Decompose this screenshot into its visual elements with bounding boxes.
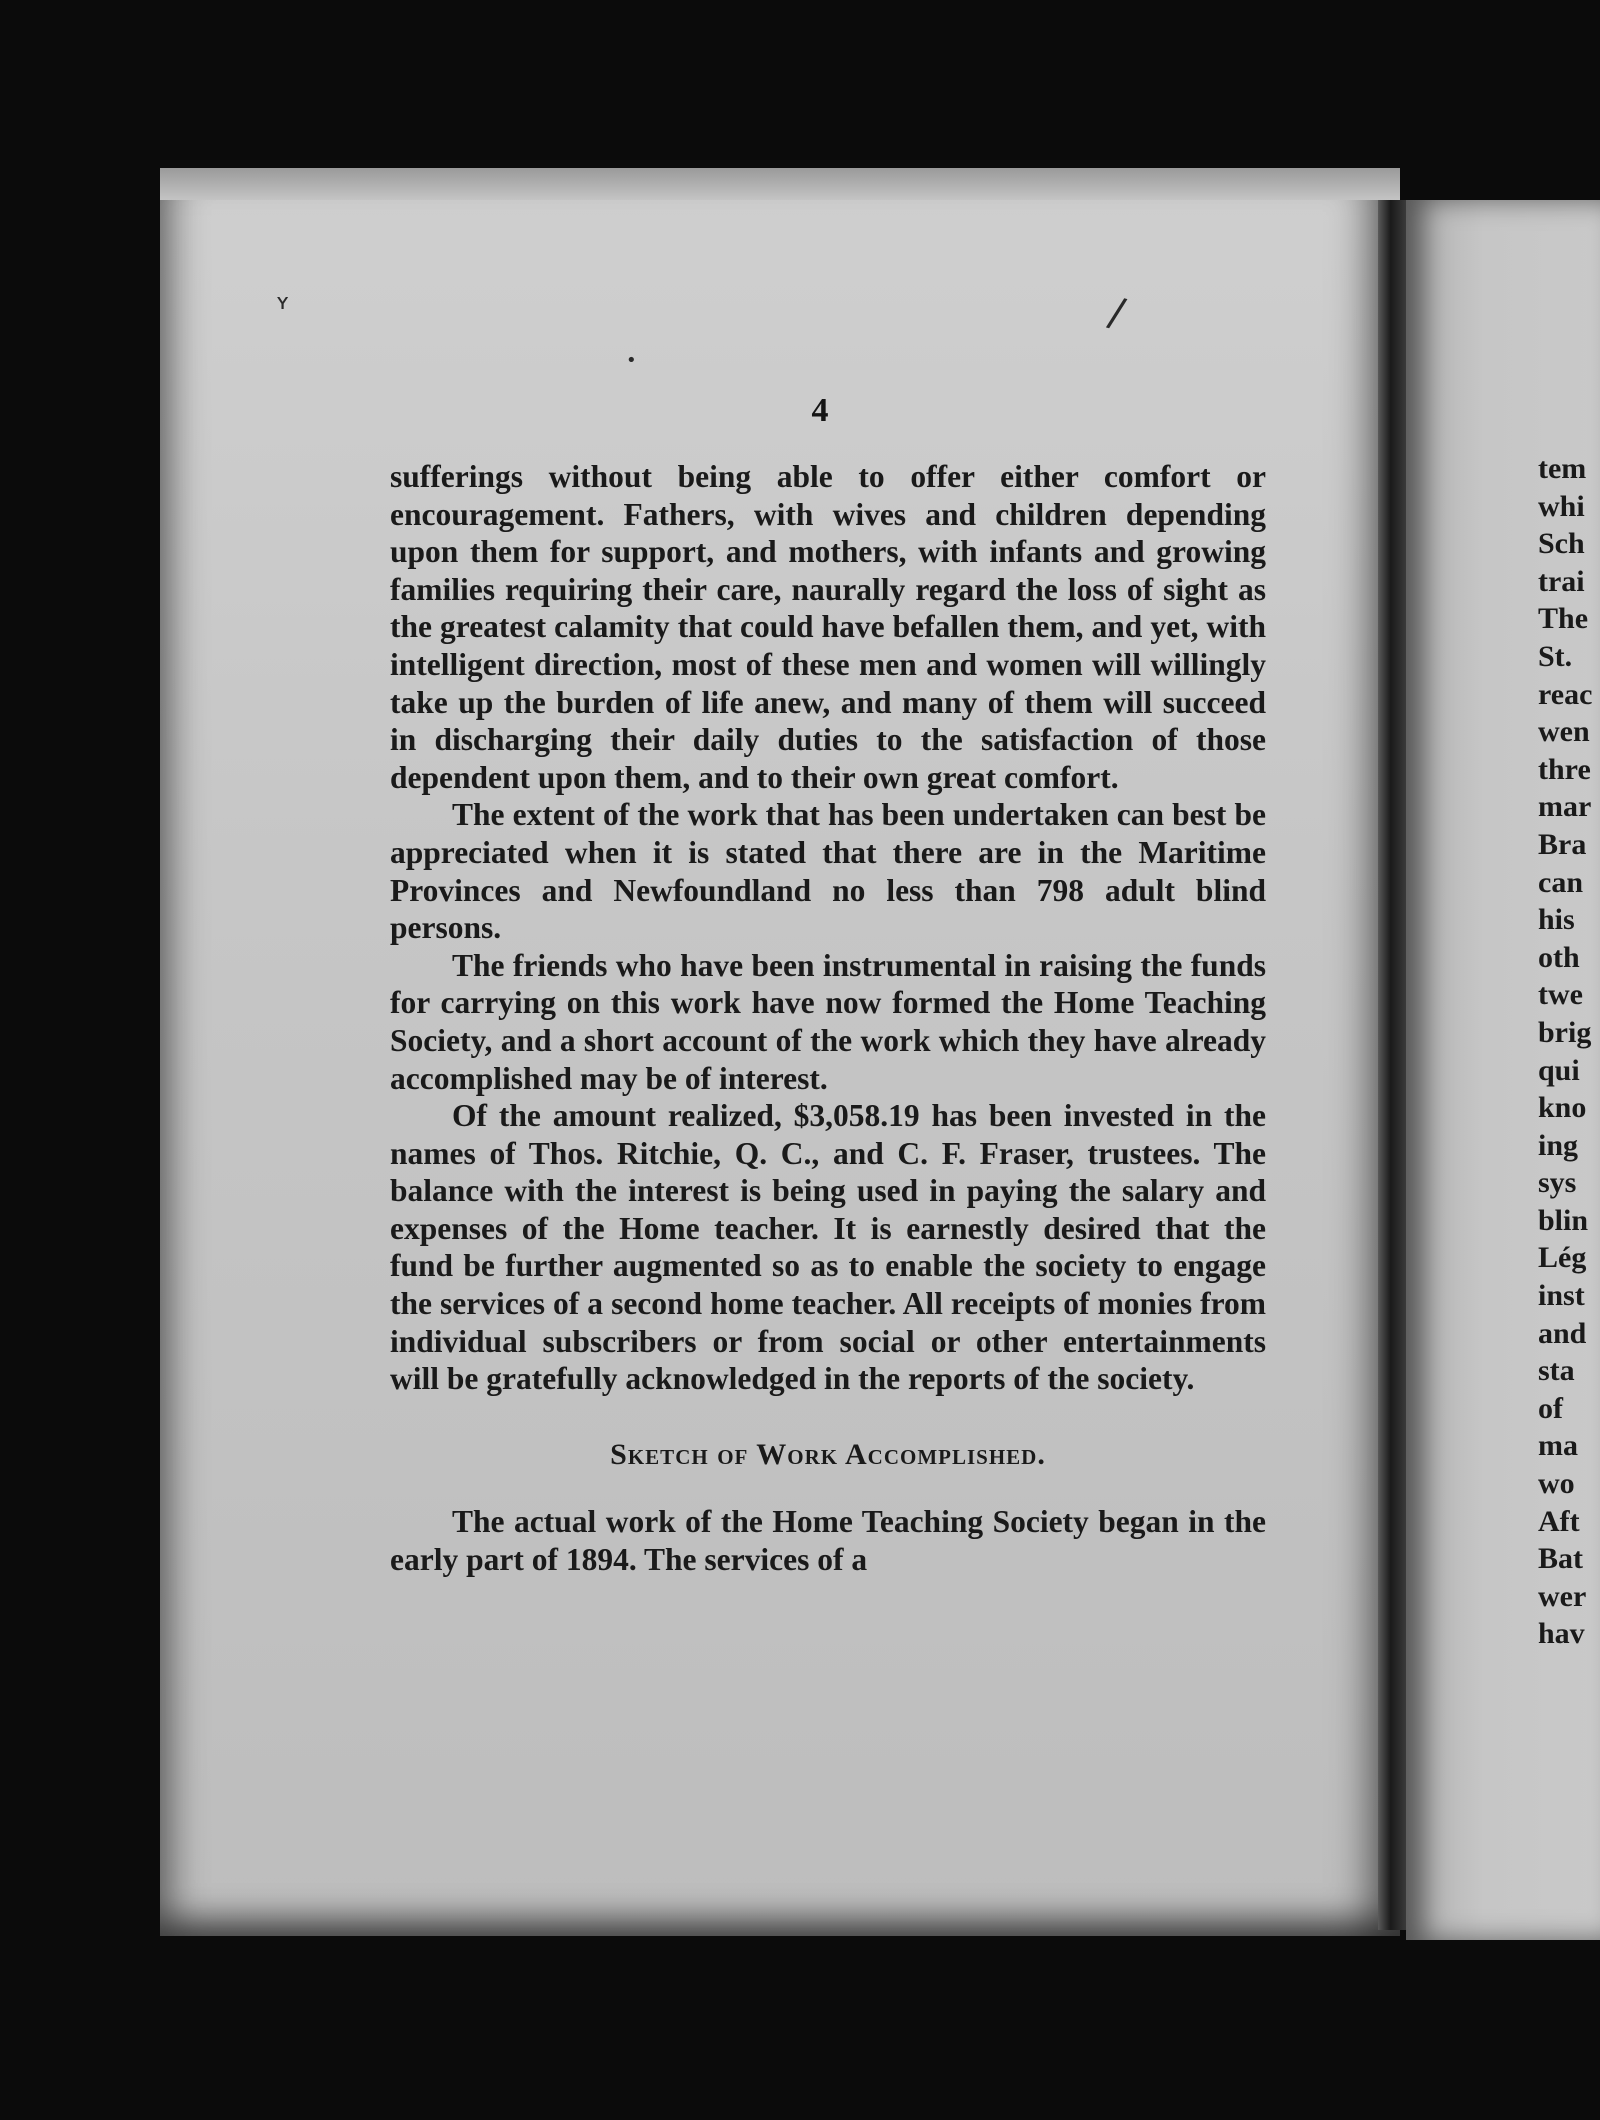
right-page-fragment: trai xyxy=(1538,564,1585,598)
paragraph: The friends who have been instrumental in raising the funds for carrying on this work have now formed the Home Teaching Society, and a short account of the work which they have already accomplished may be of interest. xyxy=(390,947,1266,1096)
right-page-fragment: kno xyxy=(1538,1091,1587,1125)
right-page-fragment: Bra xyxy=(1538,827,1587,861)
right-page-fragment: wo xyxy=(1538,1467,1575,1501)
right-page-fragment: his xyxy=(1538,903,1575,937)
right-page-fragment: reac xyxy=(1538,677,1593,711)
right-page-fragment: whi xyxy=(1538,489,1585,523)
right-page-fragment: qui xyxy=(1538,1053,1580,1087)
right-page-fragment: wen xyxy=(1538,715,1590,749)
book-gutter xyxy=(1378,200,1406,1930)
right-page-fragment: sta xyxy=(1538,1354,1575,1388)
right-page-fragment: sys xyxy=(1538,1166,1577,1200)
right-page-fragment: hav xyxy=(1538,1617,1585,1651)
right-page-fragment: Lég xyxy=(1538,1241,1587,1275)
right-page-fragment: The xyxy=(1538,602,1589,636)
right-page-fragment: Sch xyxy=(1538,527,1585,561)
right-page-fragment: mar xyxy=(1538,790,1592,824)
page-number: 4 xyxy=(811,392,829,429)
right-page-fragment: ma xyxy=(1538,1429,1578,1463)
paragraph: The extent of the work that has been undertaken can best be appreciated when it is stated that there are in the Maritime Provinces and Newfoundland no less than 798 adult blind persons. xyxy=(390,797,1266,946)
right-page-fragment: blin xyxy=(1538,1203,1589,1237)
ink-mark: • xyxy=(626,350,637,371)
paragraph: Of the amount realized, $3,058.19 has been invested in the names of Thos. Ritchie, Q. C., and C. F. Fraser, trustees. The balance with the interest is being used in paying the salary and expenses of the Home teacher. It is earnestly desired that the fund be further augmented so as to enable the society to engage the services of a second home teacher. All receipts of monies from individual subscribers or from social or other entertainments will be gratefully acknowledged in the reports of the society. xyxy=(390,1098,1266,1397)
right-page-fragment: and xyxy=(1538,1316,1587,1350)
right-page-fragment: of xyxy=(1538,1391,1563,1425)
paragraph: sufferings without being able to offer either comfort or encouragement. Fathers, with wives and children depending upon them for support, and mothers, with infants and growing families requiring their care, naurally regard the loss of sight as the greatest calamity that could have befallen them, and yet, with intelligent direction, most of these men and women will willingly take up the burden of life anew, and many of them will succeed in discharging their daily duties to the satisfaction of those dependent upon them, and to their own great comfort. xyxy=(390,459,1266,795)
paragraph: The actual work of the Home Teaching Society began in the early part of 1894. The services of a xyxy=(390,1504,1266,1578)
body-text xyxy=(390,458,1266,1579)
section-heading: Sketch of Work Accomplished. xyxy=(610,1437,1046,1471)
right-page-fragment: ing xyxy=(1538,1128,1579,1162)
right-page-fragment: twe xyxy=(1538,978,1583,1012)
right-page-fragment: St. xyxy=(1538,639,1573,673)
right-page-fragment: brig xyxy=(1538,1015,1592,1049)
right-page-fragment: inst xyxy=(1538,1279,1585,1313)
right-page-fragment: oth xyxy=(1538,940,1580,974)
right-page-fragment: can xyxy=(1538,865,1583,899)
ink-mark: / xyxy=(1104,289,1130,337)
ink-mark: ʏ xyxy=(276,290,290,315)
right-page-fragment: thre xyxy=(1538,752,1591,786)
right-page-fragment: Bat xyxy=(1538,1542,1583,1576)
right-page-fragment: tem xyxy=(1538,452,1587,485)
right-page-text-fragments xyxy=(1538,450,1600,1653)
right-page-fragment: wer xyxy=(1538,1579,1587,1613)
right-page-fragment: Aft xyxy=(1538,1504,1580,1538)
